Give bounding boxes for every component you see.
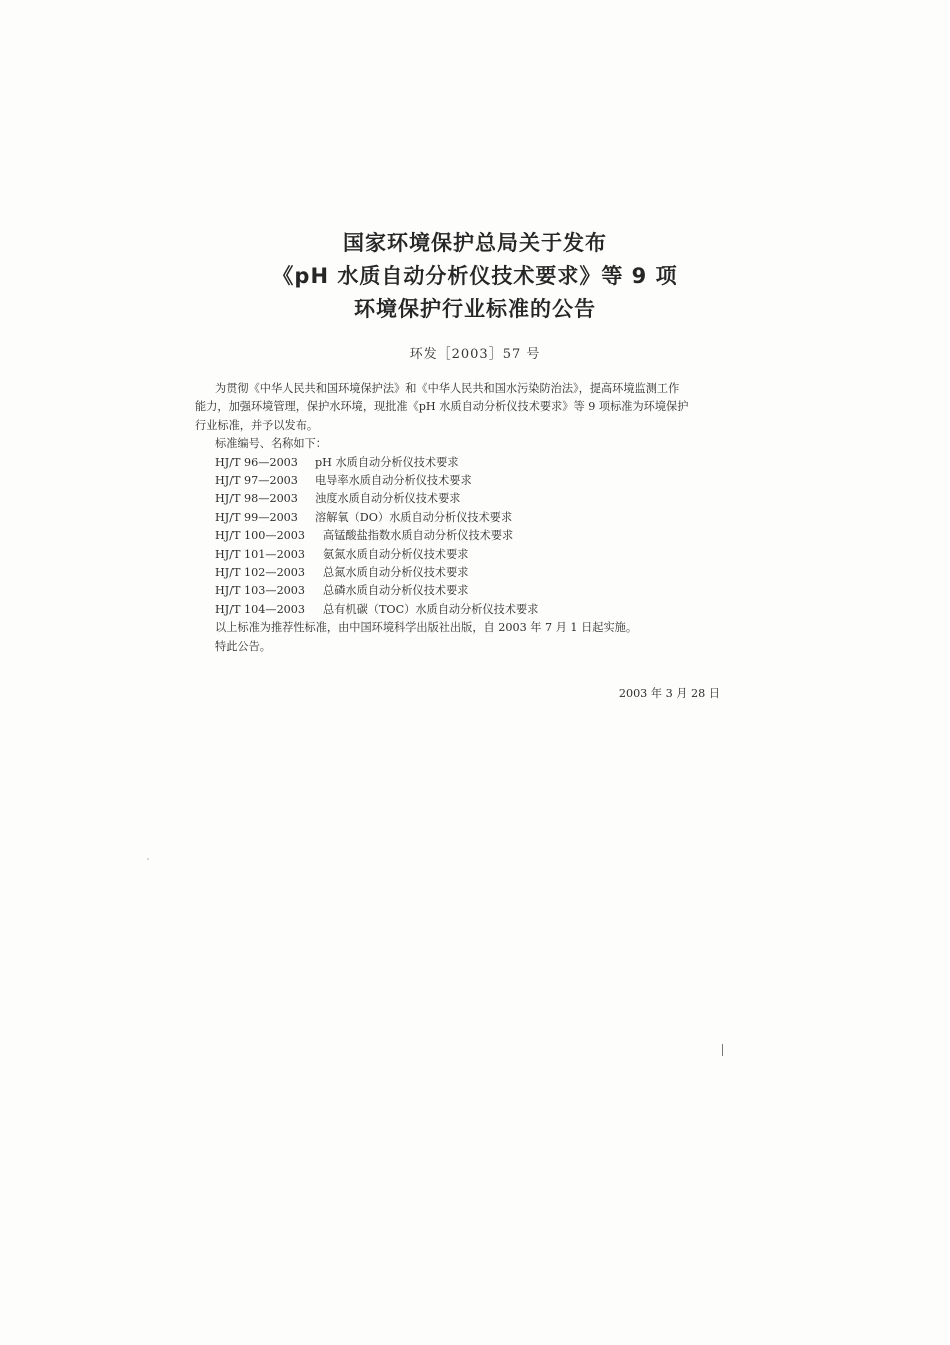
announcement-body xyxy=(195,380,755,656)
list-item xyxy=(215,601,755,619)
standard-code: HJ/T 101—2003 xyxy=(215,547,306,561)
standard-code: HJ/T 103—2003 xyxy=(215,584,306,598)
document-number: 环发［2003］57 号 xyxy=(409,347,541,362)
scan-mark xyxy=(722,1044,723,1056)
standard-code: HJ/T 104—2003 xyxy=(215,602,306,616)
list-item xyxy=(215,527,755,545)
scan-speck xyxy=(147,858,149,860)
list-item xyxy=(215,472,755,490)
standard-name: pH 水质自动分析仪技术要求 xyxy=(315,455,459,469)
paragraph-1-line-3: 行业标准，并予以发布。 xyxy=(195,418,319,432)
standard-name: 溶解氧（DO）水质自动分析仪技术要求 xyxy=(315,510,513,524)
paragraph-1-line-2: 能力，加强环境管理，保护水环境，现批准《pH 水质自动分析仪技术要求》等 9 项标准为环境保护 xyxy=(195,400,689,414)
title-line-2: 《pH 水质自动分析仪技术要求》等 9 项 xyxy=(272,264,678,288)
standard-code: HJ/T 102—2003 xyxy=(215,566,306,580)
standard-code: HJ/T 97—2003 xyxy=(215,474,298,488)
standard-name: 氨氮水质自动分析仪技术要求 xyxy=(323,547,469,561)
standard-name: 总有机碳（TOC）水质自动分析仪技术要求 xyxy=(323,602,539,616)
closing-paragraph: 以上标准为推荐性标准，由中国环境科学出版社出版，自 2003 年 7 月 1 日起实施。 xyxy=(215,621,638,635)
title-line-3: 环境保护行业标准的公告 xyxy=(354,297,596,321)
list-item xyxy=(215,509,755,527)
announcement-title xyxy=(0,227,950,326)
standard-code: HJ/T 100—2003 xyxy=(215,529,306,543)
standard-name: 高锰酸盐指数水质自动分析仪技术要求 xyxy=(323,529,514,543)
standard-name: 总磷水质自动分析仪技术要求 xyxy=(323,584,469,598)
standards-list xyxy=(215,454,755,620)
standard-code: HJ/T 99—2003 xyxy=(215,510,298,524)
list-item xyxy=(215,582,755,600)
announcement-date: 2003 年 3 月 28 日 xyxy=(618,687,720,700)
standard-name: 浊度水质自动分析仪技术要求 xyxy=(315,492,461,506)
title-line-1: 国家环境保护总局关于发布 xyxy=(343,231,607,255)
list-intro: 标准编号、名称如下： xyxy=(215,437,327,451)
list-item xyxy=(215,546,755,564)
paragraph-1-line-1: 为贯彻《中华人民共和国环境保护法》和《中华人民共和国水污染防治法》，提高环境监测工作 xyxy=(215,382,680,395)
standard-name: 总氮水质自动分析仪技术要求 xyxy=(323,566,469,580)
standard-name: 电导率水质自动分析仪技术要求 xyxy=(315,474,472,488)
list-item xyxy=(215,490,755,508)
list-item xyxy=(215,454,755,472)
standard-code: HJ/T 98—2003 xyxy=(215,492,298,506)
standard-code: HJ/T 96—2003 xyxy=(215,455,298,469)
closing-remark: 特此公告。 xyxy=(215,639,271,653)
list-item xyxy=(215,564,755,582)
